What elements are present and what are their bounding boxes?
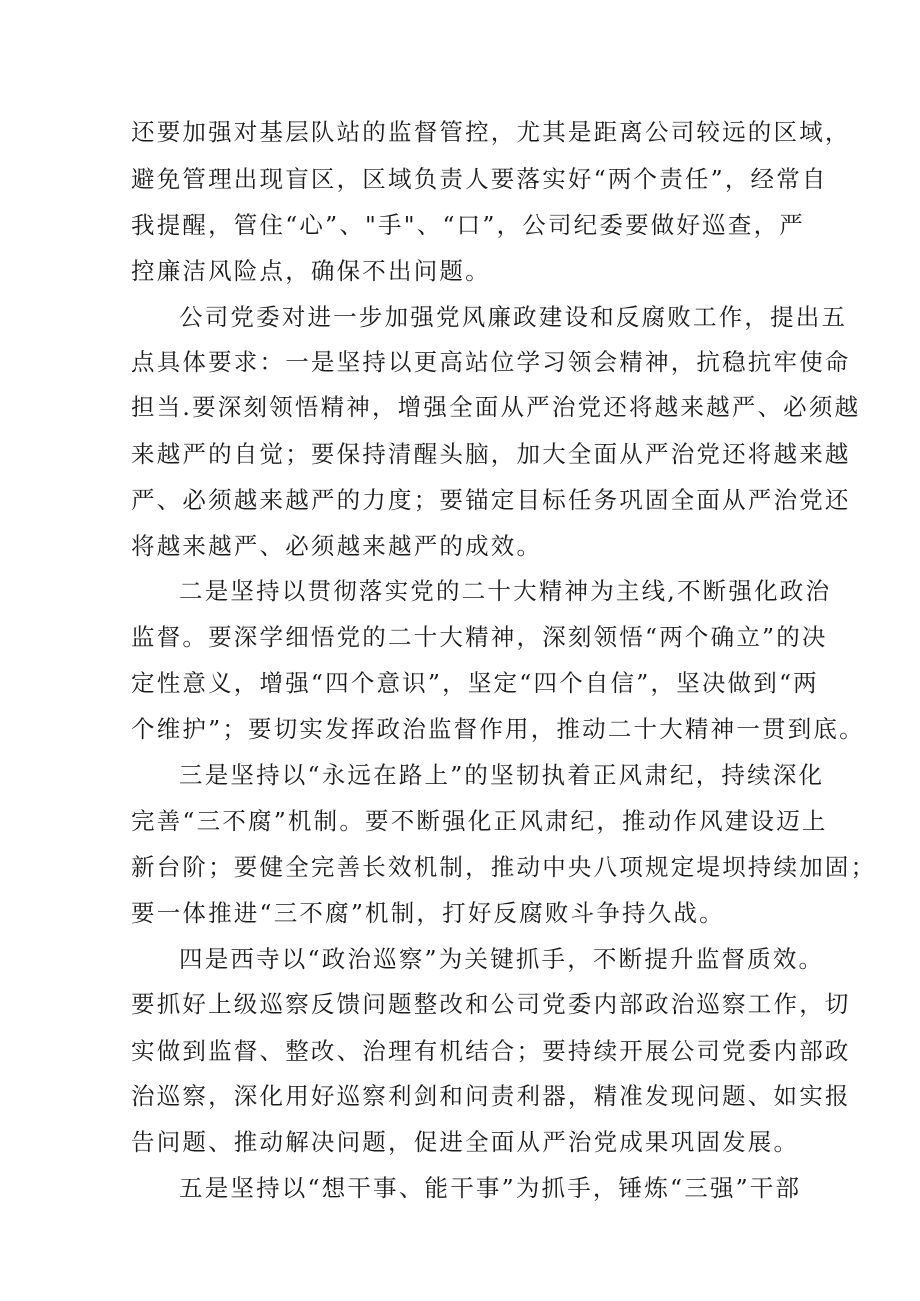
text-line: 公司党委对进一步加强党风廉政建设和反腐败工作，提出五 [179,303,848,331]
text-line: 要一体推进“三不腐”机制，打好反腐败斗争持久战。 [131,899,725,927]
text-line: 三是坚持以“永远在路上”的坚韧执着正风肃纪，持续深化 [179,761,825,789]
text-line: 严、必须越来越严的力度；要锚定目标任务巩固全面从严治党还 [131,486,851,514]
text-line: 将越来越严、必须越来越严的成效。 [131,532,543,560]
text-line: 二是坚持以贯彻落实党的二十大精神为主线,不断强化政治 [179,577,832,605]
text-line: 新台阶；要健全完善长效机制，推动中央八项规定堤坝持续加固； [131,853,877,881]
text-line: 个维护”；要切实发挥政治监督作用，推动二十大精神一贯到底。 [131,715,865,743]
text-line: 实做到监督、整改、治理有机结合；要持续开展公司党委内部政 [131,1037,851,1065]
text-line: 完善“三不腐”机制。要不断强化正风肃纪，推动作风建设迈上 [131,807,828,835]
text-line: 担当.要深刻领悟精神，增强全面从严治党还将越来越严、必须越 [131,393,861,421]
text-line: 还要加强对基层队站的监督管控，尤其是距离公司较远的区域， [131,118,851,146]
text-line: 治巡察，深化用好巡察利剑和问责利器，精准发现问题、如实报 [131,1082,851,1110]
text-line: 点具体要求：一是坚持以更高站位学习领会精神，抗稳抗牢使命 [131,348,851,376]
text-line: 来越严的自觉；要保持清醒头脑，加大全面从严治党还将越来越 [131,440,851,468]
text-line: 定性意义，增强“四个意识”，坚定“四个自信”，坚决做到“两 [131,669,819,697]
text-line: 监督。要深学细悟党的二十大精神，深刻领悟“两个确立”的决 [131,623,828,651]
text-line: 五是坚持以“想干事、能干事”为抓手，锤炼“三强”干部 [179,1174,802,1202]
text-line: 我提醒，管住“心”、"手"、“口”，公司纪委要做好巡查，严 [131,211,805,239]
text-line: 告问题、推动解决问题，促进全面从严治党成果巩固发展。 [131,1128,800,1156]
text-line: 避免管理出现盲区，区域负责人要落实好“两个责任”，经常自 [131,165,828,193]
text-line: 四是西寺以“政治巡察”为关键抓手，不断提升监督质效。 [179,945,825,973]
text-line: 要抓好上级巡察反馈问题整改和公司党委内部政治巡察工作，切 [131,990,851,1018]
text-line: 控廉洁风险点，确保不出问题。 [131,257,491,285]
